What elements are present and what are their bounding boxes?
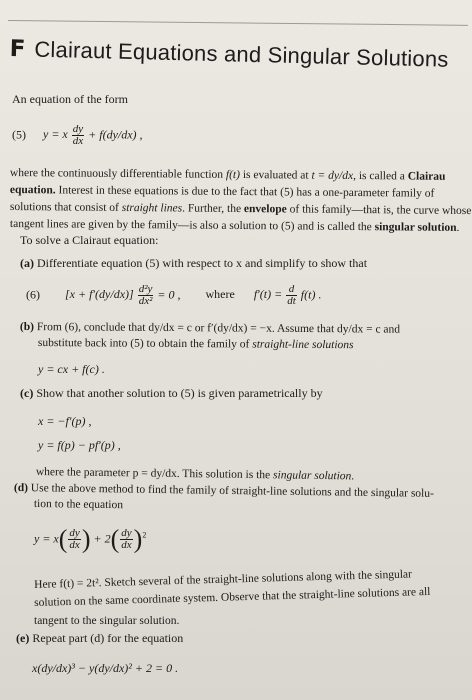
para1-line4: tangent lines are given by the family—is also a solution to (5) and is called the singular solution. xyxy=(9,217,460,234)
part-d-line2: tion to the equation xyxy=(33,497,124,512)
part-e-equation: x(dy/dx)³ − y(dy/dx)² + 2 = 0 . xyxy=(32,661,179,675)
part-c-line1: (c) Show that another solution to (5) is given parametrically by xyxy=(20,386,323,400)
equation-6-fraction: $\frac{\text{d²y}}{\text{dx²}}$ xyxy=(138,283,153,307)
part-d-line4: solution on the same coordinate system. Observe that the straight-line solutions are all xyxy=(34,585,431,609)
equation-6-derivative: $\frac{d}{dt}$ xyxy=(287,283,296,307)
equation-5 xyxy=(12,124,143,147)
equation-5-lhs: y = x xyxy=(43,127,68,142)
para1-line1: where the continuously differentiable function f(t) is evaluated at t = dy/dx, is called a Clairau xyxy=(9,166,446,183)
intro-text: An equation of the form xyxy=(12,92,128,106)
para1-line3: solutions that consist of straight lines. Further, the envelope of this family—that is, the curve whose xyxy=(9,200,472,218)
equation-5-label: (5) xyxy=(12,127,26,142)
para1-line2: equation. Interest in these equations is due to the fact that (5) has a one-parameter family of xyxy=(9,183,435,200)
to-solve-text: To solve a Clairaut equation: xyxy=(20,233,159,247)
part-a-line: (a) Differentiate equation (5) with respect to x and simplify to show that xyxy=(20,256,368,270)
section-letter: F xyxy=(9,36,26,63)
equation-5-fraction: $\frac{dy}{dx}$ xyxy=(72,123,84,147)
parametric-x-equation: x = −f′(p) , xyxy=(38,414,92,428)
part-b-line2: substitute back into (5) to obtain the family of straight-line solutions xyxy=(37,336,354,352)
part-c-line2: where the parameter p = dy/dx. This solution is the singular solution. xyxy=(35,465,355,483)
equation-6: (6) [x + f′(dy/dx)] $\frac{\text{d²y}}{\text{dx²}}$ = 0 , where f′(t) = $\frac{d}{dt}$ f(t) . xyxy=(26,283,322,307)
part-d-line1: (d) Use the above method to find the family of straight-line solutions and the singular solu- xyxy=(13,481,434,500)
equation-6-label: (6) xyxy=(26,287,40,302)
straight-line-family-equation: y = cx + f(c) . xyxy=(38,362,105,376)
part-b-line1: (b) From (6), conclude that dy/dx = c or f′(dy/dx) = −x. Assume that dy/dx = c and xyxy=(19,320,401,336)
part-d-line5: tangent to the singular solution. xyxy=(34,615,180,627)
section-heading xyxy=(9,36,472,73)
part-e-line1: (e) Repeat part (d) for the equation xyxy=(16,631,184,645)
equation-5-rhs: + f(dy/dx) , xyxy=(88,127,143,142)
parametric-y-equation: y = f(p) − pf′(p) , xyxy=(38,438,121,452)
section-title: Clairaut Equations and Singular Solutions xyxy=(34,36,449,72)
part-d-line3: Here f(t) = 2t². Sketch several of the straight-line solutions along with the singular xyxy=(34,568,413,591)
top-rule xyxy=(8,20,468,26)
part-d-equation: y = x( $\frac{dy}{dx}$ ) + 2( $\frac{dy}{dx}$ )$^2$ xyxy=(34,524,147,554)
